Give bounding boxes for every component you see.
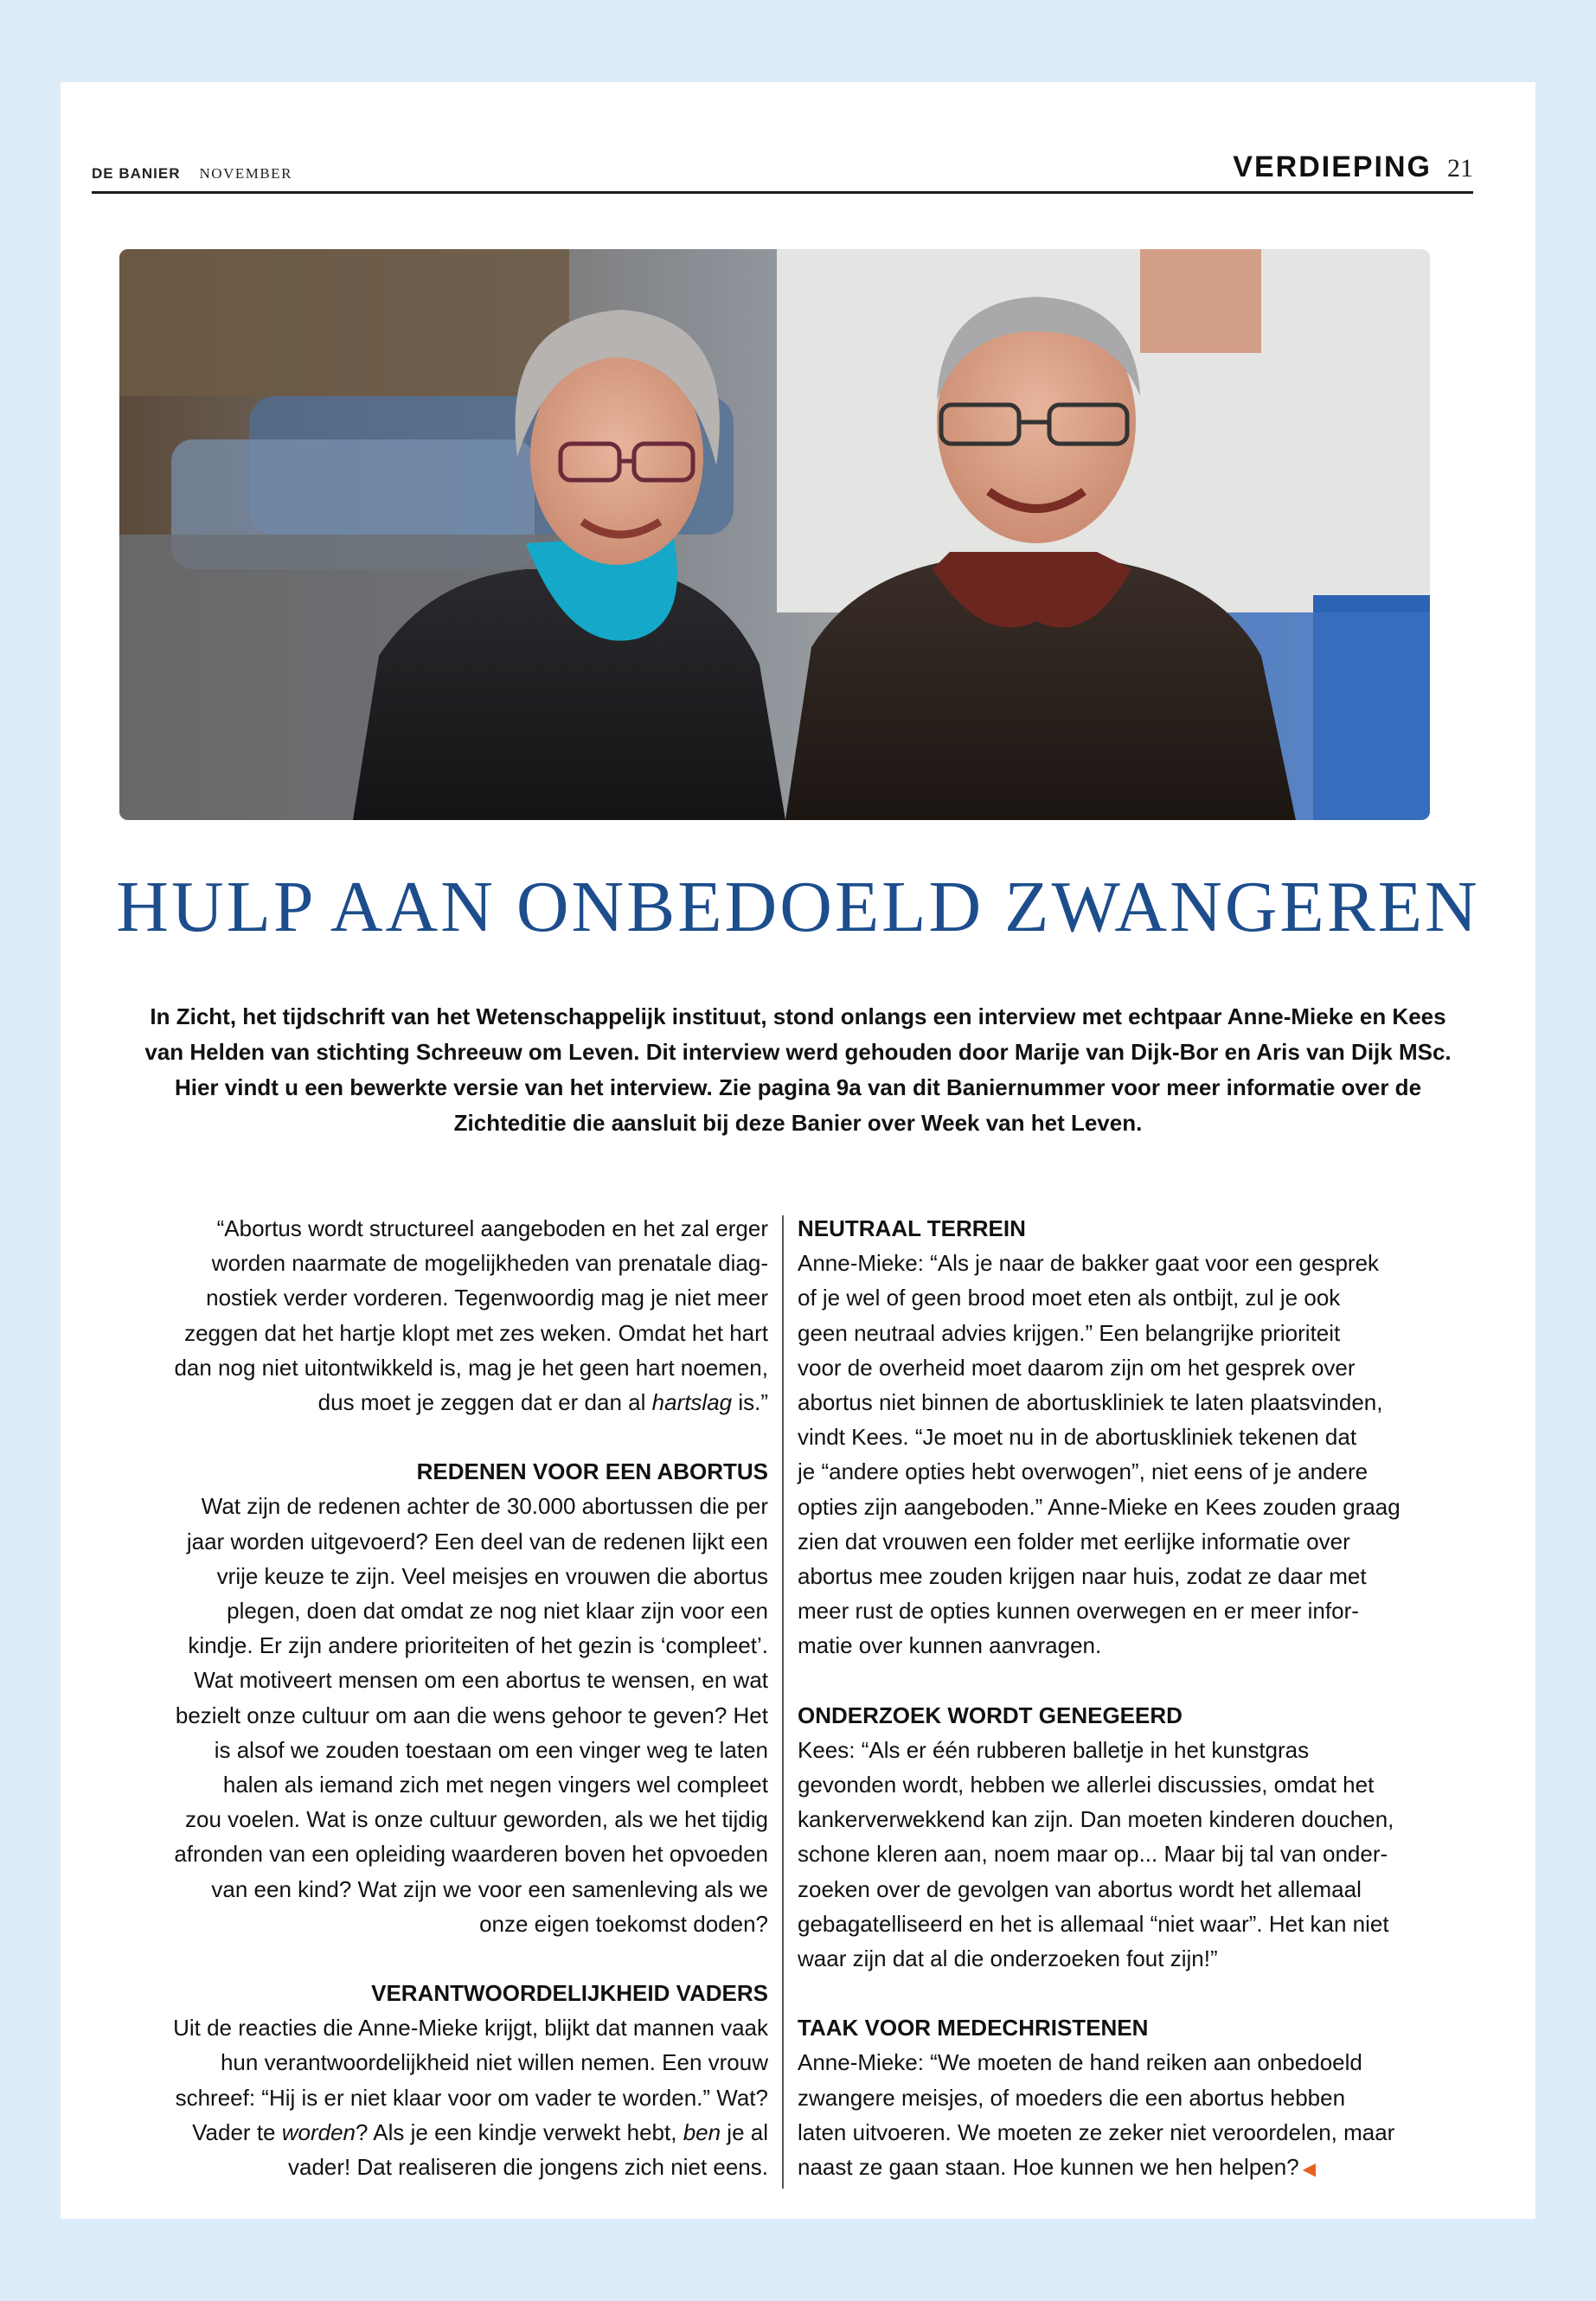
publication-name: DE BANIER: [92, 165, 181, 182]
text-line: vindt Kees. “Je moet nu in de abortuskliniek tekenen dat: [798, 1424, 1357, 1451]
article-title: HULP AAN ONBEDOELD ZWANGEREN: [116, 867, 1480, 947]
issue-month: NOVEMBER: [199, 165, 292, 182]
text-line: Anne-Mieke: “Als je naar de bakker gaat voor een gesprek: [798, 1250, 1380, 1277]
section-label: VERDIEPING: [1233, 151, 1432, 183]
paragraph-opening-quote: [121, 1211, 768, 1420]
text-line: van een kind? Wat zijn we voor een samenleving als we: [211, 1875, 768, 1902]
text-line: vrije keuze te zijn. Veel meisjes en vrouwen die abortus: [216, 1562, 768, 1589]
text-line: opties zijn aangeboden.” Anne-Mieke en Kees zouden graag: [798, 1493, 1401, 1520]
text-line: [798, 2150, 1468, 2187]
text-line: je “andere opties hebt overwogen”, niet eens of je andere: [798, 1458, 1368, 1485]
emphasis: hartslag: [651, 1389, 733, 1416]
text-line: [121, 2115, 768, 2150]
subheading-vaders: VERANTWOORDELIJKHEID VADERS: [371, 1980, 768, 2007]
text-span: is.”: [732, 1389, 768, 1416]
couple-photo: [119, 249, 1430, 820]
text-line: Wat motiveert mensen om een abortus te wensen, en wat: [194, 1667, 768, 1694]
page-number: 21: [1447, 154, 1473, 183]
text-line: afronden van een opleiding waarderen boven het opvoeden: [174, 1841, 768, 1868]
text-span: naast ze gaan staan. Hoe kunnen we hen helpen?: [798, 2154, 1299, 2181]
text-line: Wat zijn de redenen achter de 30.000 abortussen die per: [201, 1493, 768, 1520]
text-line: schreef: “Hij is er niet klaar voor om vader te worden.” Wat?: [175, 2084, 768, 2111]
emphasis: ben: [683, 2118, 721, 2145]
text-line: jaar worden uitgevoerd? Een deel van de redenen lijkt een: [186, 1528, 768, 1554]
text-line: zoeken over de gevolgen van abortus wordt het allemaal: [798, 1875, 1362, 1902]
text-line: hun verantwoordelijkheid niet willen nemen. Een vrouw: [220, 2049, 768, 2076]
text-span: ? Als je een kindje verwekt hebt,: [356, 2118, 683, 2145]
text-span: je al: [721, 2118, 768, 2145]
text-line: halen als iemand zich met negen vingers wel compleet: [222, 1772, 768, 1798]
paragraph-onderzoek: [798, 1733, 1468, 1976]
text-line: voor de overheid moet daarom zijn om het gesprek over: [798, 1354, 1356, 1381]
text-line: plegen, doen dat omdat ze nog niet klaar zijn voor een: [227, 1598, 768, 1625]
text-line: meer rust de opties kunnen overwegen en er meer infor-: [798, 1598, 1359, 1625]
left-column: [121, 1211, 768, 2184]
paragraph-taak: [798, 2045, 1468, 2187]
page-header: [92, 143, 1473, 194]
header-left: [92, 165, 292, 183]
text-line: of je wel of geen brood moet eten als ontbijt, zul je ook: [798, 1285, 1341, 1311]
paragraph-neutraal: [798, 1246, 1468, 1663]
text-span: dus moet je zeggen dat er dan al: [317, 1389, 652, 1416]
text-line: zien dat vrouwen een folder met eerlijke informatie over: [798, 1528, 1350, 1554]
text-line: matie over kunnen aanvragen.: [798, 1632, 1102, 1659]
text-line: Uit de reacties die Anne-Mieke krijgt, blijkt dat mannen vaak: [173, 2015, 768, 2041]
right-column: [798, 1211, 1468, 2187]
text-line: kindje. Er zijn andere prioriteiten of het gezin is ‘compleet’.: [188, 1632, 768, 1659]
text-line: abortus mee zouden krijgen naar huis, zodat ze daar met: [798, 1563, 1367, 1590]
text-line: abortus niet binnen de abortuskliniek te laten plaatsvinden,: [798, 1389, 1383, 1416]
text-line: gebagatelliseerd en het is allemaal “niet waar”. Het kan niet: [798, 1910, 1389, 1937]
emphasis: worden: [281, 2118, 356, 2145]
subheading-redenen: REDENEN VOOR EEN ABORTUS: [416, 1458, 768, 1485]
text-line: zeggen dat het hartje klopt met zes weken. Omdat het hart: [184, 1319, 768, 1346]
text-line: dan nog niet uitontwikkeld is, mag je het geen hart noemen,: [174, 1354, 768, 1381]
text-line: nostiek verder vorderen. Tegenwoordig mag je niet meer: [206, 1285, 768, 1311]
subheading-taak: TAAK VOOR MEDECHRISTENEN: [798, 2015, 1149, 2041]
paragraph-redenen: [121, 1489, 768, 1941]
text-line: schone kleren aan, noem maar op... Maar bij tal van onder-: [798, 1841, 1388, 1868]
text-line: kankerverwekkend kan zijn. Dan moeten kinderen douchen,: [798, 1806, 1394, 1833]
text-line: is alsof we zouden toestaan om een vinger weg te laten: [214, 1736, 768, 1763]
text-line: [121, 1385, 768, 1420]
column-divider: [782, 1215, 784, 2189]
end-mark-icon: ◀: [1302, 2160, 1317, 2180]
text-line: vader! Dat realiseren die jongens zich niet eens.: [288, 2154, 768, 2181]
text-span: Vader te: [192, 2118, 282, 2145]
article-intro: In Zicht, het tijdschrift van het Wetenschappelijk instituut, stond onlangs een interview met echtpaar Anne-Mieke en Kees van Helden van stichting Schreeuw om Leven. Dit interview werd gehouden door Marije van Dijk-Bor en Aris van Dijk MSc. Hier vindt u een bewerkte versie van het interview. Zie pagina 9a van dit Baniernummer voor meer informatie over de Zichteditie die aansluit bij deze Banier over Week van het Leven.: [144, 1003, 1452, 1136]
text-line: gevonden wordt, hebben we allerlei discussies, omdat het: [798, 1772, 1375, 1798]
page: [61, 82, 1535, 2219]
text-line: Kees: “Als er één rubberen balletje in het kunstgras: [798, 1736, 1310, 1763]
text-line: laten uitvoeren. We moeten ze zeker niet veroordelen, maar: [798, 2118, 1395, 2145]
text-line: bezielt onze cultuur om aan die wens gehoor te geven? Het: [175, 1702, 768, 1728]
header-right: [1233, 151, 1473, 184]
text-line: zwangere meisjes, of moeders die een abortus hebben: [798, 2084, 1346, 2111]
paragraph-vaders: [121, 2010, 768, 2184]
subheading-onderzoek: ONDERZOEK WORDT GENEGEERD: [798, 1702, 1183, 1728]
text-line: zou voelen. Wat is onze cultuur geworden, als we het tijdig: [185, 1806, 768, 1833]
text-line: geen neutraal advies krijgen.” Een belangrijke prioriteit: [798, 1319, 1341, 1346]
article-photo: [119, 249, 1430, 820]
text-line: waar zijn dat al die onderzoeken fout zijn!”: [798, 1945, 1218, 1972]
text-line: Anne-Mieke: “We moeten de hand reiken aan onbedoeld: [798, 2049, 1362, 2076]
subheading-neutraal: NEUTRAAL TERREIN: [798, 1215, 1026, 1241]
text-line: onze eigen toekomst doden?: [479, 1910, 768, 1937]
text-line: “Abortus wordt structureel aangeboden en het zal erger: [216, 1215, 768, 1241]
text-line: worden naarmate de mogelijkheden van prenatale diag-: [211, 1250, 768, 1277]
